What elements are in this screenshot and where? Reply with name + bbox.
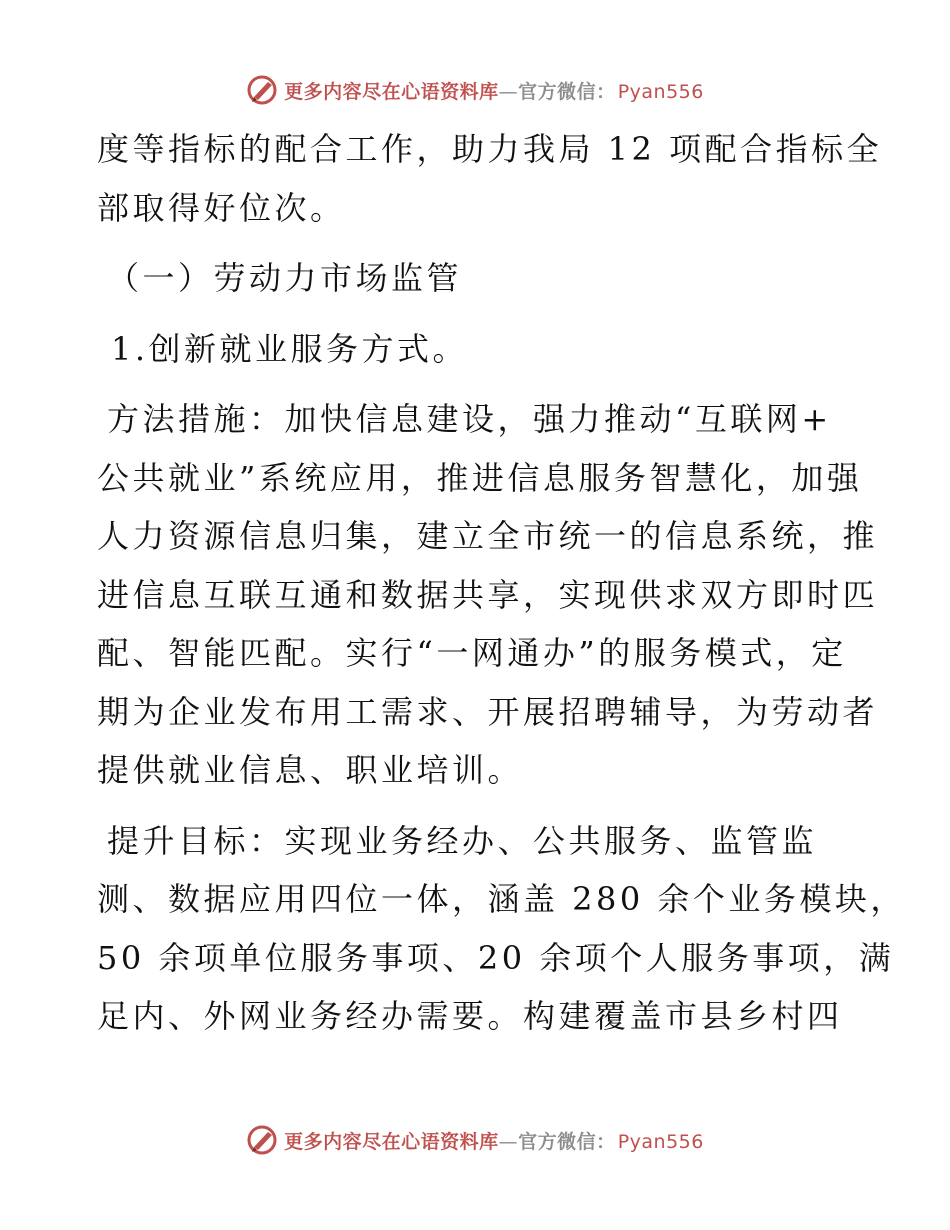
pen-logo-icon (246, 1123, 280, 1157)
paragraph-gap (97, 378, 857, 390)
watermark-text (284, 1127, 704, 1154)
paragraph-line: 50 余项单位服务事项、20 余项个人服务事项，满 (97, 938, 895, 977)
section-heading: （一）劳动力市场监管 (107, 259, 463, 297)
paragraph-gap (97, 800, 857, 812)
paragraph-line: 期为企业发布用工需求、开展招聘辅导，为劳动者 (97, 692, 879, 731)
paragraph-line: 人力资源信息归集，建立全市统一的信息系统，推 (97, 517, 879, 555)
pen-logo-icon (246, 73, 280, 107)
watermark-brand: 更多内容尽在心语资料库 (284, 80, 499, 103)
watermark-wechat-id: Pyan556 (617, 80, 704, 103)
paragraph-gap (97, 237, 857, 249)
watermark-official-label: 官方微信： (518, 1130, 616, 1153)
paragraph-gap (97, 308, 857, 320)
paragraph-line: 方法措施：加快信息建设，强力推动“互联网+ (107, 400, 832, 438)
paragraph-line: 配、智能匹配。实行“一网通办”的服务模式，定 (97, 634, 847, 672)
watermark-separator: — (498, 1130, 519, 1153)
paragraph-line: 部取得好位次。 (97, 188, 346, 227)
item-heading: 1.创新就业服务方式。 (111, 329, 469, 368)
paragraph-line: 度等指标的配合工作，助力我局 12 项配合指标全 (97, 130, 883, 168)
paragraph-line: 提升目标：实现业务经办、公共服务、监管监 (107, 821, 818, 860)
watermark-banner-top (0, 70, 950, 110)
watermark-official-label: 官方微信： (518, 80, 616, 103)
watermark-text (284, 77, 704, 104)
paragraph-line: 提供就业信息、职业培训。 (97, 751, 524, 789)
watermark-separator: — (498, 80, 519, 103)
watermark-brand: 更多内容尽在心语资料库 (284, 1130, 499, 1153)
paragraph-line: 测、数据应用四位一体，涵盖 280 余个业务模块， (97, 880, 906, 918)
watermark-wechat-id: Pyan556 (617, 1130, 704, 1153)
paragraph-line: 足内、外网业务经办需要。构建覆盖市县乡村四 (97, 997, 843, 1035)
paragraph-line: 公共就业”系统应用，推进信息服务智慧化，加强 (97, 458, 863, 497)
watermark-banner-bottom (0, 1120, 950, 1160)
paragraph-line: 进信息互联互通和数据共享，实现供求双方即时匹 (97, 575, 879, 614)
document-body (97, 120, 906, 1046)
